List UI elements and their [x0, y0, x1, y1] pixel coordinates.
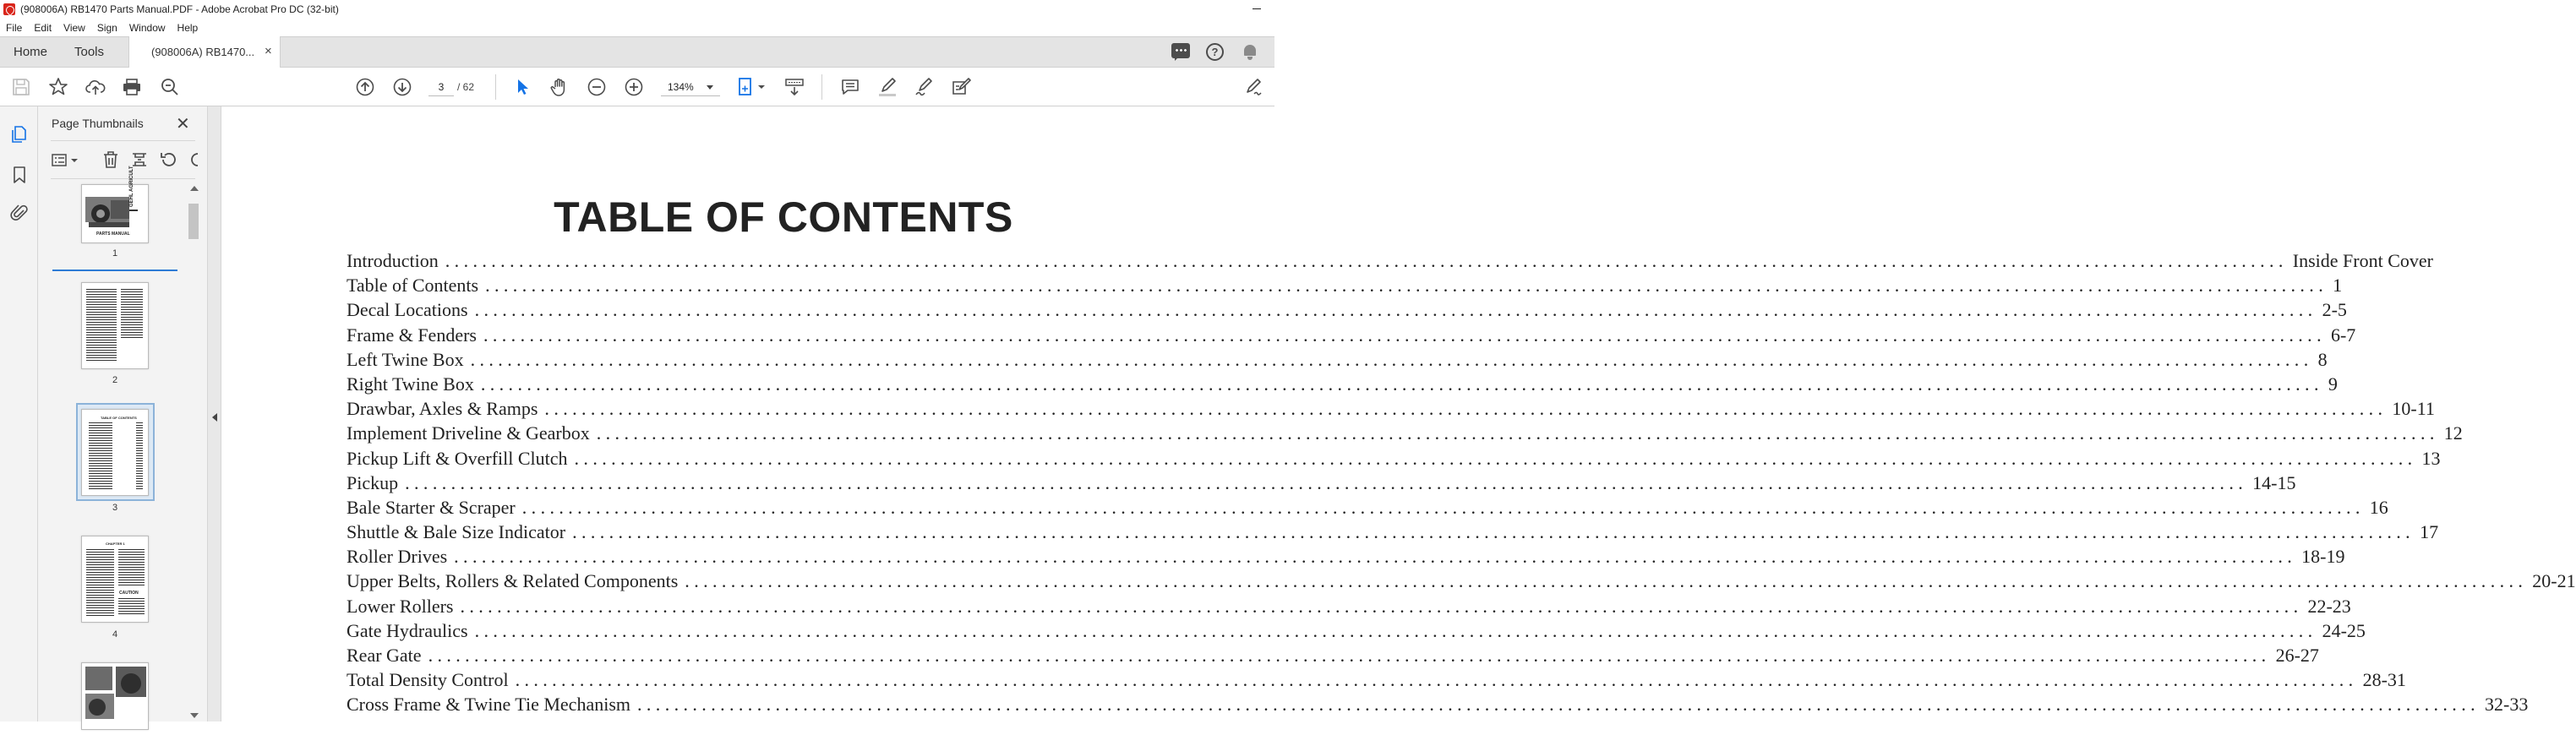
thumbnail-3-number: 3 — [112, 503, 118, 513]
collapse-left-arrow-icon[interactable] — [212, 413, 217, 422]
thumbnail-text-block — [121, 288, 143, 339]
toc-dot-leader: ........................................................................................................................................................................................................ — [596, 422, 2439, 444]
close-panel-icon[interactable]: ✕ — [176, 115, 190, 133]
toc-dot-leader: ........................................................................................................................................................................................................ — [521, 496, 2365, 518]
toc-entry-label: Right Twine Box — [347, 373, 481, 395]
toc-entry[interactable] — [347, 324, 2356, 349]
draw-sign-icon[interactable] — [914, 77, 935, 97]
save-icon[interactable] — [11, 77, 31, 97]
toc-dot-leader: ........................................................................................................................................................................................................ — [572, 521, 2415, 543]
toc-dot-leader: ........................................................................................................................................................................................................ — [445, 250, 2288, 271]
scrollbar-thumb[interactable] — [188, 204, 199, 239]
thumbnail-scrollbar[interactable] — [187, 184, 200, 721]
toc-entry-label: Shuttle & Bale Size Indicator — [347, 521, 572, 543]
close-tab-icon[interactable]: × — [265, 44, 272, 58]
rotate-counterclockwise-icon[interactable] — [160, 150, 177, 169]
tab-tools[interactable]: Tools — [74, 45, 105, 59]
toc-entry[interactable] — [347, 398, 2435, 422]
toc-entry[interactable] — [347, 496, 2388, 521]
thumbnail-4-number: 4 — [112, 629, 118, 640]
thumbnail-page-5[interactable] — [81, 662, 149, 730]
tab-home[interactable]: Home — [14, 45, 48, 59]
delete-page-icon[interactable] — [102, 150, 119, 169]
toc-entry-label: Drawbar, Axles & Ramps — [347, 398, 544, 420]
toc-entry-label: Introduction — [347, 250, 445, 272]
toc-entry[interactable] — [347, 299, 2347, 324]
toc-entry-label: Gate Hydraulics — [347, 620, 475, 642]
fit-page-icon[interactable] — [737, 77, 767, 97]
toc-entry[interactable] — [347, 546, 2345, 570]
toc-entry-page: 12 — [2439, 422, 2463, 444]
toc-entry-page: 1 — [2328, 275, 2342, 297]
toc-entry-page: 24-25 — [2317, 620, 2366, 642]
thumbnail-text-block — [89, 422, 112, 489]
divider — [51, 178, 195, 179]
panel-collapse-handle[interactable] — [207, 106, 221, 721]
thumbnail-page-3[interactable] — [81, 409, 149, 496]
share-sign-icon[interactable] — [1244, 77, 1264, 97]
toc-entry-label: Left Twine Box — [347, 349, 471, 371]
toc-entry-page: 8 — [2313, 349, 2328, 371]
toc-entry[interactable] — [347, 694, 2529, 718]
left-navigation-rail — [0, 106, 38, 721]
toc-dot-leader: ........................................................................................................................................................................................................ — [460, 595, 2303, 617]
bookmark-star-icon[interactable] — [48, 77, 68, 97]
toc-entry-page: 18-19 — [2296, 546, 2344, 568]
tab-bar — [0, 36, 1274, 68]
chevron-down-icon — [707, 85, 713, 90]
toc-entry-label: Total Density Control — [347, 669, 516, 691]
toc-entry-label: Upper Belts, Rollers & Related Components — [347, 570, 685, 592]
thumbnail-4-warning: CAUTION — [119, 591, 139, 596]
toc-entry-page: 26-27 — [2271, 645, 2319, 667]
menu-view[interactable]: View — [63, 21, 85, 34]
next-page-icon[interactable] — [392, 77, 412, 97]
toc-dot-leader: ........................................................................................................................................................................................................ — [474, 619, 2317, 641]
toc-dot-leader: ........................................................................................................................................................................................................ — [483, 324, 2326, 346]
thumbnail-page-2[interactable] — [81, 282, 149, 369]
notification-bell-icon[interactable] — [1242, 43, 1258, 60]
upload-cloud-icon[interactable] — [85, 77, 106, 97]
menu-bar — [0, 19, 1274, 36]
toc-entry-page: 17 — [2415, 521, 2438, 543]
window-title: (908006A) RB1470 Parts Manual.PDF - Adobe Acrobat Pro DC (32-bit) — [20, 3, 339, 15]
menu-file[interactable]: File — [6, 21, 23, 34]
menu-window[interactable]: Window — [128, 21, 166, 34]
title-bar — [0, 0, 1274, 19]
toc-entry-label: Lower Rollers — [347, 596, 460, 618]
thumbnail-page-4[interactable] — [81, 536, 149, 623]
toc-entry[interactable] — [347, 619, 2366, 645]
zoom-out-icon[interactable] — [587, 77, 607, 97]
toc-entry[interactable] — [347, 595, 2351, 620]
toolbar-divider — [495, 74, 496, 100]
zoom-search-icon[interactable] — [160, 77, 180, 97]
highlight-pen-icon[interactable] — [877, 77, 898, 97]
bookmarks-icon[interactable] — [10, 166, 29, 184]
scrolling-mode-icon[interactable] — [784, 77, 805, 97]
zoom-level-value: 134% — [668, 81, 694, 93]
previous-page-icon[interactable] — [355, 77, 375, 97]
thumbnail-text-block — [118, 597, 145, 616]
panel-title: Page Thumbnails — [52, 117, 144, 130]
scroll-up-arrow-icon[interactable] — [190, 186, 199, 191]
toc-entry[interactable] — [347, 250, 2433, 275]
fill-sign-icon[interactable] — [951, 77, 971, 97]
thumbnail-text-block — [118, 548, 145, 587]
toc-entry-label: Cross Frame & Twine Tie Mechanism — [347, 694, 637, 716]
zoom-level-select[interactable] — [661, 78, 720, 96]
toc-entry[interactable] — [347, 373, 2338, 398]
toc-dot-leader: ........................................................................................................................................................................................................ — [480, 373, 2323, 395]
help-icon[interactable]: ? — [1206, 43, 1224, 61]
toc-dot-leader: ........................................................................................................................................................................................................ — [685, 570, 2528, 592]
toc-entry-page: Inside Front Cover — [2288, 250, 2433, 272]
toc-entry-label: Bale Starter & Scraper — [347, 497, 522, 519]
options-menu-icon[interactable] — [51, 152, 79, 169]
toc-entry-label: Rear Gate — [347, 645, 428, 667]
thumbnail-page-1[interactable] — [81, 166, 149, 243]
toc-entry-label: Pickup Lift & Overfill Clutch — [347, 448, 575, 470]
print-icon[interactable] — [122, 77, 142, 97]
tab-document[interactable] — [128, 36, 281, 68]
thumbnail-text-block — [86, 288, 117, 362]
rotate-clockwise-icon[interactable] — [186, 150, 195, 169]
main-toolbar — [0, 68, 1274, 106]
baler-photo — [82, 663, 150, 731]
select-cursor-icon[interactable] — [512, 77, 532, 97]
scroll-down-arrow-icon[interactable] — [190, 713, 199, 718]
toc-dot-leader: ........................................................................................................................................................................................................ — [515, 669, 2358, 691]
toc-entry[interactable] — [347, 645, 2319, 669]
thumbnail-text-block — [136, 422, 143, 489]
toc-entry-page: 32-33 — [2480, 694, 2528, 716]
toc-dot-leader: ........................................................................................................................................................................................................ — [637, 694, 2480, 716]
toc-dot-leader: ........................................................................................................................................................................................................ — [574, 447, 2417, 469]
minimize-icon[interactable] — [1253, 3, 1263, 14]
toc-dot-leader: ........................................................................................................................................................................................................ — [428, 645, 2271, 666]
toc-entry-page: 9 — [2323, 373, 2338, 395]
toc-dot-leader: ........................................................................................................................................................................................................ — [470, 348, 2313, 370]
toc-entry[interactable] — [347, 447, 2441, 472]
hand-tool-icon[interactable] — [549, 77, 570, 97]
thumbnail-1-brand: GEHL AGRICULT — [129, 166, 134, 207]
toc-entry-label: Implement Driveline & Gearbox — [347, 422, 597, 444]
thumbnail-2-number: 2 — [112, 375, 118, 385]
toc-entry[interactable] — [347, 471, 2296, 497]
add-comment-icon[interactable] — [840, 77, 860, 97]
thumbnail-3-caption: TABLE OF CONTENTS — [101, 416, 137, 420]
current-view-indicator — [52, 270, 177, 271]
toc-entry-label: Frame & Fenders — [347, 324, 483, 346]
toc-entry[interactable] — [347, 422, 2463, 447]
toc-entry-page: 16 — [2365, 497, 2388, 519]
toc-entry-page: 10-11 — [2387, 398, 2435, 420]
thumbnail-text-block — [86, 548, 114, 616]
page-total: / 62 — [457, 81, 475, 93]
toc-entry-page: 28-31 — [2358, 669, 2406, 691]
toc-dot-leader: ........................................................................................................................................................................................................ — [454, 546, 2297, 568]
toolbar-divider — [821, 74, 822, 100]
toc-entry-label: Pickup — [347, 472, 405, 494]
attachments-paperclip-icon[interactable] — [10, 204, 29, 222]
toc-entry-label: Roller Drives — [347, 546, 454, 568]
toc-entry[interactable] — [347, 275, 2343, 299]
toc-entry-page: 14-15 — [2247, 472, 2295, 494]
acrobat-app-icon — [3, 3, 15, 15]
toc-entry-label: Table of Contents — [347, 275, 485, 297]
toc-dot-leader: ........................................................................................................................................................................................................ — [485, 275, 2328, 297]
menu-sign[interactable]: Sign — [96, 21, 117, 34]
thumbnail-1-number: 1 — [112, 248, 118, 259]
toc-entry-page: 2-5 — [2317, 299, 2347, 321]
toc-entry-page: 6-7 — [2326, 324, 2355, 346]
toc-entry-label: Decal Locations — [347, 299, 475, 321]
toc-dot-leader: ........................................................................................................................................................................................................ — [405, 471, 2248, 493]
menu-help[interactable]: Help — [177, 21, 199, 34]
toc-entry[interactable] — [347, 669, 2406, 694]
divider — [51, 140, 195, 141]
toc-entry-page: 13 — [2417, 448, 2441, 470]
page-thumbnails-icon[interactable] — [10, 125, 29, 144]
thumbnail-toolbar — [51, 149, 195, 172]
thumbnail-1-caption: PARTS MANUAL — [96, 231, 130, 237]
page-thumbnails-panel — [38, 106, 207, 721]
menu-edit[interactable]: Edit — [34, 21, 52, 34]
zoom-in-icon[interactable] — [624, 77, 644, 97]
tab-document-label: (908006A) RB1470... — [151, 46, 255, 58]
toc-dot-leader: ........................................................................................................................................................................................................ — [544, 398, 2388, 420]
document-view[interactable] — [221, 106, 2576, 721]
toc-dot-leader: ........................................................................................................................................................................................................ — [474, 299, 2317, 321]
comment-chat-icon[interactable] — [1171, 43, 1190, 58]
toc-entry-page: 20-21 — [2527, 570, 2575, 592]
toc-entry[interactable] — [347, 570, 2576, 595]
page-number-input[interactable]: 3 — [428, 78, 454, 96]
toc-entry[interactable] — [347, 521, 2439, 546]
toc-entry-page: 22-23 — [2302, 596, 2350, 618]
toc-entry[interactable] — [347, 348, 2328, 373]
table-of-contents — [347, 250, 2576, 719]
page-title: TABLE OF CONTENTS — [554, 193, 1013, 241]
thumbnail-4-caption: CHAPTER 1 — [106, 542, 125, 546]
